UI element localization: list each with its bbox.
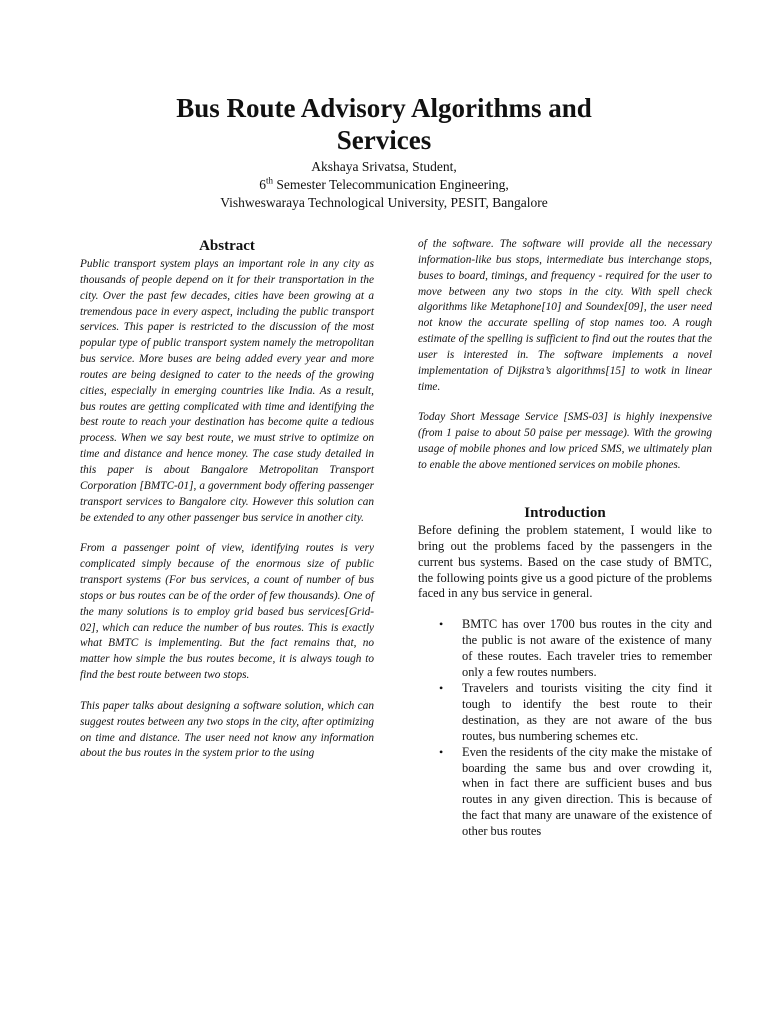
bullet-icon: • <box>439 680 444 695</box>
abstract-paragraph-1: Public transport system plays an important role in any city as thousands of people depend on it for their transportation in the city. Over the past few decades, cities have been growing at a tremendous pace in every aspect, including the public transport services. This paper is restricted to the discussion of the most popular type of public transport system namely the metropolitan bus service. More buses are being added every year and more routes are being designed to cater to the needs of the growing cities, especially in emerging countries like India. As a result, bus routes are getting complicated with time and identifying the best route to reach your destination has become quite a tedious process. When we say best route, we must strive to optimize on time and distance and hence money. The case study detailed in this paper is about Bangalore Metropolitan Transport Corporation [BMTC-01], a government body offering passenger transport services to Bangalore city. However this solution can be extended to any other passenger bus service in another city. <box>80 258 374 524</box>
author-affiliation: Vishweswaraya Technological University, PESIT, Bangalore <box>220 195 548 210</box>
list-item <box>418 681 712 745</box>
list-item <box>418 745 712 840</box>
left-column <box>80 236 374 777</box>
introduction-paragraph: Before defining the problem statement, I would like to bring out the problems faced by the passengers in the current bus systems. Based on the case study of BMTC, the following points give us a good picture of the problems faced in any bus service in general. <box>418 522 712 601</box>
semester-ordinal-suffix: th <box>265 175 273 186</box>
author-semester <box>60 176 708 194</box>
author-block <box>60 158 708 212</box>
right-column <box>418 236 712 840</box>
list-item-text: Even the residents of the city make the mistake of boarding the same bus and over crowding it, when in fact there are sufficient buses and bus routes in any given direction. This is because of the fact that many are unaware of the existence of other bus routes <box>462 744 712 839</box>
abstract-paragraph-2: From a passenger point of view, identifying routes is very complicated simply because of the enormous size of public transport systems (For bus services, a count of number of bus stops or bus routes can be of the order of few thousands). One of the many solutions is to employ grid based bus services[Grid-02], which can reduce the number of bus routes. This is exactly what BMTC is implementing. But the fact remains that, no matter how simple the bus routes become, it is always tough to find the best route between two stops. <box>80 542 374 682</box>
author-name: Akshaya Srivatsa, Student, <box>311 159 457 174</box>
abstract-heading: Abstract <box>199 238 255 254</box>
title-line-1: Bus Route Advisory Algorithms and <box>176 93 592 123</box>
introduction-heading: Introduction <box>524 504 606 521</box>
list-item-text: BMTC has over 1700 bus routes in the city and the public is not aware of the existence of many of these routes. Each traveler tries to remember only a few routes numbers. <box>462 617 712 680</box>
abstract-paragraph-3: This paper talks about designing a software solution, which can suggest routes between any two stops in the city, after optimizing on time and distance. The user need not know any information about the bus routes in the system prior to the using <box>80 699 374 760</box>
list-item <box>418 617 712 681</box>
semester-department: Semester Telecommunication Engineering, <box>273 177 509 192</box>
bullet-icon: • <box>439 617 444 632</box>
title-line-2: Services <box>336 125 432 155</box>
semester-number: 6 <box>259 177 266 192</box>
paper-title <box>60 92 708 156</box>
abstract-paragraph-4: Today Short Message Service [SMS-03] is highly inexpensive (from 1 paise to about 50 paise per message). With the growing usage of mobile phones and low priced SMS, we ultimately plan to enable the above mentioned services on mobile phones. <box>418 411 712 471</box>
problem-list <box>418 617 712 840</box>
list-item-text: Travelers and tourists visiting the city find it tough to identify the best route to their destination, as they are not aware of the bus routes, bus numbering schemes etc. <box>462 680 712 743</box>
bullet-icon: • <box>439 744 444 759</box>
abstract-paragraph-3-continued: of the software. The software will provide all the necessary information-like bus stops, intermediate bus interchange stops, buses to board, timings, and frequency - required for the user to move between any two stops in the city. With spell check algorithms like Metaphone[10] and Soundex[09], the user need not know the accurate spelling of stop names too. A rough estimate of the spelling is sufficient to find out the routes that the user is interested in. The software implements a novel implementation of Dijkstra’s algorithms[15] to wotk in linear time. <box>418 238 712 393</box>
